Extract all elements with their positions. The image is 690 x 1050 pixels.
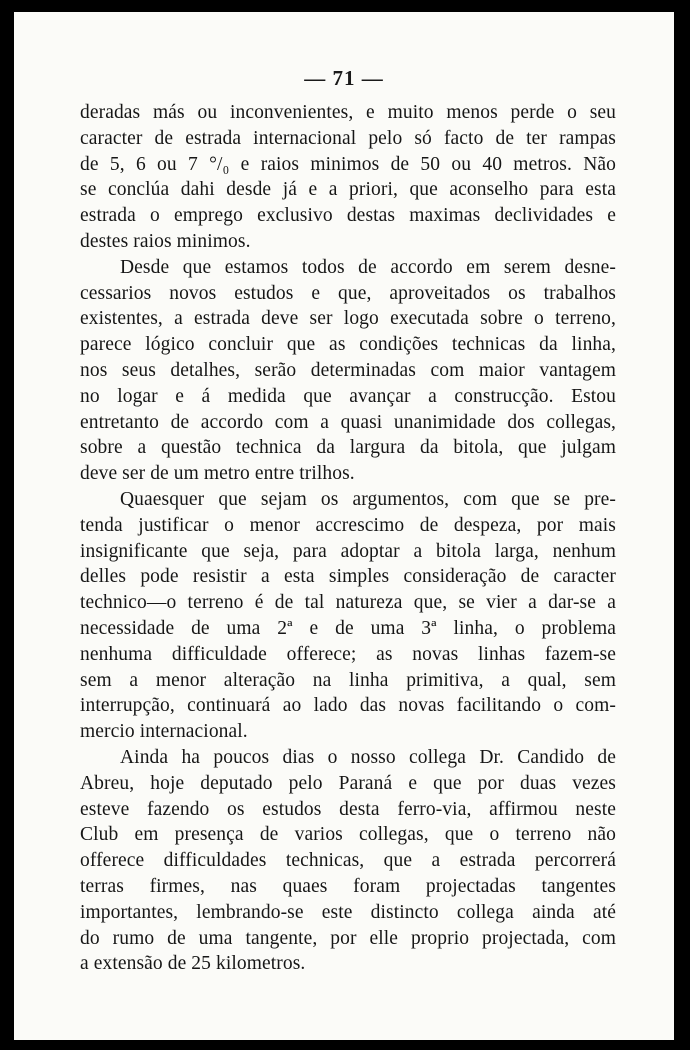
text-line: offerece difficuldades technicas, que a estrada percorrerá bbox=[80, 850, 616, 872]
text-line: nos seus detalhes, serão determinadas com maior vantagem bbox=[80, 359, 616, 381]
text-line: esteve fazendo os estudos desta ferro-via, affirmou neste bbox=[80, 798, 616, 820]
text-line: do rumo de uma tangente, por elle proprio projectada, com bbox=[80, 927, 616, 949]
text-line: sem a menor alteração na linha primitiva, a qual, sem bbox=[80, 669, 616, 691]
page-frame bbox=[14, 12, 674, 1040]
text-line: delles pode resistir a esta simples consideração de caracter bbox=[80, 566, 616, 588]
text-line: destes raios minimos. bbox=[80, 230, 251, 252]
body-text bbox=[80, 100, 616, 977]
text-line: de 5, 6 ou 7 °/₀ e raios minimos de 50 ou 40 metros. Não bbox=[80, 153, 616, 175]
text-line: no logar e á medida que avançar a construcção. Estou bbox=[80, 385, 616, 407]
text-line: caracter de estrada internacional pelo só facto de ter rampas bbox=[80, 127, 616, 149]
text-line: deve ser de um metro entre trilhos. bbox=[80, 463, 355, 485]
text-line: se conclúa dahi desde já e a priori, que aconselho para esta bbox=[80, 179, 616, 201]
text-line: Abreu, hoje deputado pelo Paraná e que por duas vezes bbox=[80, 772, 616, 794]
page-number: — 71 — bbox=[304, 66, 384, 90]
text-line: importantes, lembrando-se este distincto collega ainda até bbox=[80, 901, 616, 923]
text-line: Ainda ha poucos dias o nosso collega Dr. Candido de bbox=[120, 746, 616, 768]
text-line: Desde que estamos todos de accordo em serem desne- bbox=[120, 256, 616, 278]
text-line: entretanto de accordo com a quasi unanimidade dos collegas, bbox=[80, 411, 616, 433]
text-line: cessarios novos estudos e que, aproveitados os trabalhos bbox=[80, 282, 616, 304]
text-line: technico—o terreno é de tal natureza que, se vier a dar-se a bbox=[80, 592, 616, 614]
text-line: existentes, a estrada deve ser logo executada sobre o terreno, bbox=[80, 308, 616, 330]
text-line: Quaesquer que sejam os argumentos, com que se pre- bbox=[120, 488, 616, 510]
text-line: tenda justificar o menor accrescimo de despeza, por mais bbox=[80, 514, 616, 536]
text-line: sobre a questão technica da largura da bitola, que julgam bbox=[80, 437, 616, 459]
text-line: deradas más ou inconvenientes, e muito menos perde o seu bbox=[80, 102, 616, 123]
text-line: estrada o emprego exclusivo destas maximas declividades e bbox=[80, 205, 616, 227]
text-line: a extensão de 25 kilometros. bbox=[80, 953, 306, 975]
text-line: Club em presença de varios collegas, que o terreno não bbox=[80, 824, 616, 846]
text-line: insignificante que seja, para adoptar a bitola larga, nenhum bbox=[80, 540, 616, 562]
text-line: nenhuma difficuldade offerece; as novas linhas fazem-se bbox=[80, 643, 616, 665]
text-line: terras firmes, nas quaes foram projectadas tangentes bbox=[80, 875, 616, 897]
text-line: parece lógico concluir que as condições technicas da linha, bbox=[80, 334, 616, 356]
text-line: mercio internacional. bbox=[80, 721, 248, 743]
text-line: interrupção, continuará ao lado das novas facilitando o com- bbox=[80, 695, 616, 717]
text-line: necessidade de uma 2ª e de uma 3ª linha, o problema bbox=[80, 617, 616, 639]
